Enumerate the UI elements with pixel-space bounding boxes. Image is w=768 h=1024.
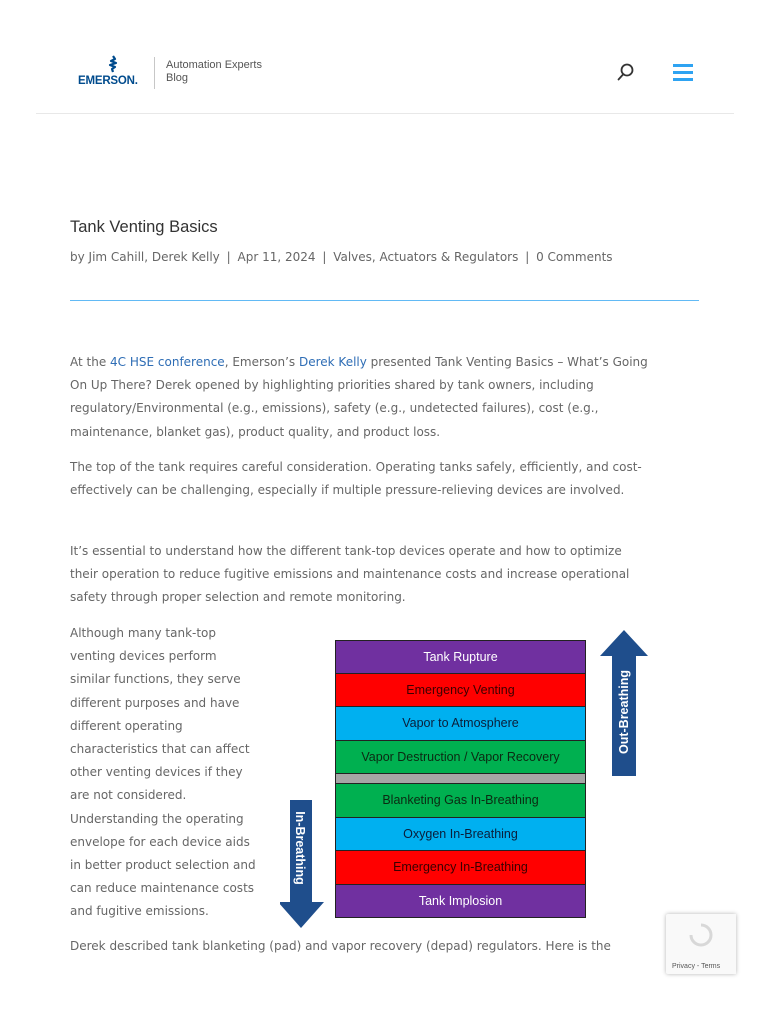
in-breathing-label: In-Breathing: [293, 811, 307, 885]
venting-band: Vapor Destruction / Vapor Recovery: [335, 741, 586, 775]
post-meta: [70, 250, 613, 264]
meta-separator: |: [322, 250, 327, 264]
paragraph-intro: [70, 351, 650, 444]
logo-divider: [154, 57, 155, 89]
meta-separator: |: [525, 250, 530, 264]
paragraph-devices: It’s essential to understand how the different tank-top devices operate and how to optimize their operation to reduce fugitive emissions and maintenance costs and increase operational safety through proper selection and remote monitoring.: [70, 544, 630, 605]
venting-band: Tank Rupture: [335, 640, 586, 674]
recaptcha-privacy-link[interactable]: Privacy: [672, 963, 695, 970]
title-divider: [70, 300, 699, 301]
emerson-wordmark: EMERSON.: [78, 75, 138, 87]
venting-band: Oxygen In-Breathing: [335, 818, 586, 852]
site-header: [0, 0, 768, 114]
meta-separator: |: [226, 250, 231, 264]
comments-link[interactable]: 0 Comments: [536, 250, 613, 264]
link-derek-kelly[interactable]: Derek Kelly: [298, 355, 367, 369]
meta-by: by: [70, 250, 85, 264]
out-breathing-label: Out-Breathing: [617, 669, 631, 755]
venting-band-separator: [335, 774, 586, 784]
paragraph-tank-top: The top of the tank requires careful consideration. Operating tanks safely, efficiently, and cost-effectively can be challenging, especially if multiple pressure-relieving devices are involved.: [70, 460, 642, 498]
link-4c-hse-conference[interactable]: 4C HSE conference: [110, 355, 225, 369]
search-icon[interactable]: [616, 62, 636, 82]
venting-band: Tank Implosion: [335, 885, 586, 919]
recaptcha-terms-link[interactable]: Terms: [701, 963, 721, 970]
tank-venting-diagram: [280, 628, 650, 930]
blog-name-line2: Blog: [166, 72, 189, 84]
post-date: Apr 11, 2024: [237, 250, 316, 264]
venting-band-stack: [335, 640, 586, 918]
paragraph-venting-devices: Although many tank-top venting devices perform similar functions, they serve different purposes and have different operating characteristics that can affect other venting devices if they are not considered. Understanding the operating envelope for each device aids in better product selection and can reduce maintenance costs and fugitive emissions.: [70, 626, 256, 919]
emerson-logo[interactable]: [78, 55, 148, 91]
author-link-derek-kelly[interactable]: Derek Kelly: [151, 250, 220, 264]
author-link-jim-cahill[interactable]: Jim Cahill: [88, 250, 145, 264]
venting-band: Vapor to Atmosphere: [335, 707, 586, 741]
post-title: Tank Venting Basics: [70, 218, 218, 236]
emerson-logo-mark-icon: [104, 55, 122, 73]
venting-band: Emergency In-Breathing: [335, 851, 586, 885]
recaptcha-links: [672, 963, 720, 970]
blog-name-line1: Automation Experts: [166, 59, 262, 71]
venting-band: Blanketing Gas In-Breathing: [335, 784, 586, 818]
recaptcha-dash: -: [694, 963, 702, 970]
category-link[interactable]: Valves, Actuators & Regulators: [333, 250, 519, 264]
blog-name[interactable]: [166, 59, 286, 85]
paragraph-text: At the: [70, 355, 111, 369]
meta-author-sep: ,: [144, 250, 149, 264]
paragraph-text: presented Tank Venting Basics – What’s Going On Up There? Derek opened by highlighting priorities shared by tank owners, including regulatory/Environmental (e.g., emissions), safety (e.g., undetected failures), cost (e.g., maintenance, blanket gas), product quality, and product loss.: [70, 355, 648, 439]
recaptcha-logo-icon: [688, 922, 714, 948]
paragraph-text: , Emerson’s: [224, 355, 299, 369]
venting-band: Emergency Venting: [335, 674, 586, 708]
header-divider: [36, 113, 734, 114]
recaptcha-badge[interactable]: [666, 914, 736, 974]
hamburger-menu-icon[interactable]: [673, 64, 695, 81]
paragraph-regulators: Derek described tank blanketing (pad) and vapor recovery (depad) regulators. Here is the: [70, 939, 611, 953]
